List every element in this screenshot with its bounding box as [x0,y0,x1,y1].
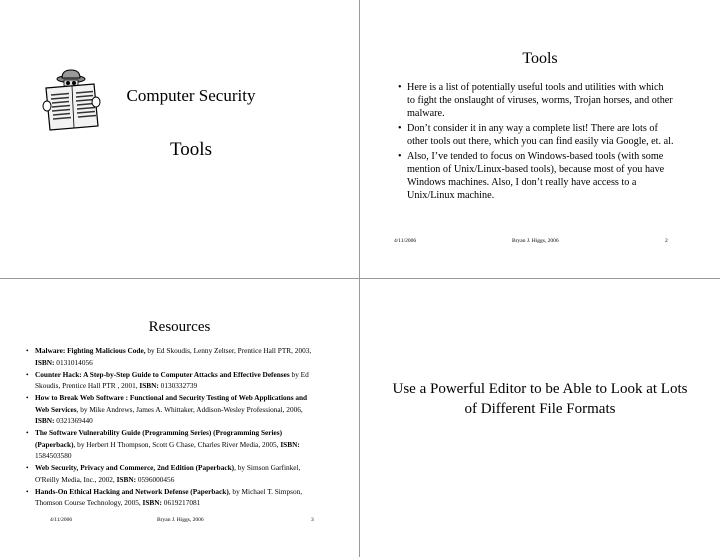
book-title: Hands-On Ethical Hacking and Network Defense (Paperback) [35,486,229,496]
slide-title: Resources [148,319,211,335]
list-item: • Also, I’ve tended to focus on Windows-based tools (with some mention of Unix/Linux-based tools), because most of you have Windows machines. Also, I don’t really have access to a Unix/Linux machine. [398,150,674,202]
slide-title: Use a Powerful Editor to be Able to Look at Lots of Different File Formats [392,381,688,417]
list-item: • Here is a list of potentially useful tools and utilities with which to fight the onslaught of viruses, worms, Trojan horses, and other malware. [398,81,674,120]
list-item [26,345,322,368]
slide-3 [0,279,359,557]
footer-page-number: 3 [311,517,314,523]
book-details: , by Mike Andrews, James A. Whittaker, Addison-Wesley Professional, 2006, [76,404,303,414]
list-item [26,427,322,462]
list-item [26,486,322,509]
isbn-label: ISBN: [280,439,300,449]
isbn-value: 0131014056 [54,357,93,367]
isbn-value: 0321369440 [54,416,93,425]
book-title: Counter Hack: A Step-by-Step Guide to Computer Attacks and Effective Defenses [35,369,290,379]
footer-page-number: 2 [665,238,668,244]
book-title: The Software Vulnerability Guide (Programming Series) (Programming Series) (Paperback) [35,428,283,449]
book-title: Malware: Fighting Malicious Code, [35,346,146,355]
slide-subtitle: Tools [170,139,212,160]
book-title: Web Security, Privacy and Commerce, 2nd Edition (Paperback) [35,463,235,472]
spy-reading-newspaper-icon [40,68,102,132]
book-details: by Ed Skoudis, Prentice Hall PTR , 2001, [35,369,309,390]
list-item [26,369,322,392]
slide-1 [0,0,359,278]
footer-date: 4/11/2006 [50,517,73,523]
isbn-label: ISBN: [139,381,159,390]
isbn-value: 0596000456 [136,474,175,484]
book-details: , by Michael T. Simpson, Thomson Course Technology, 2005, [35,486,303,507]
bullet-list [398,81,674,204]
footer-author: Bryan J. Higgs, 2006 [512,238,559,244]
footer-author: Bryan J. Higgs, 2006 [157,517,204,523]
footer-date: 4/11/2006 [394,238,417,244]
resource-list [26,345,322,509]
slide-2 [360,0,720,278]
book-details: , by Simson Garfinkel, O'Reilly Media, Inc., 2002, [35,463,301,484]
list-item [26,462,322,485]
isbn-value: 0619217081 [161,498,201,507]
book-details: , by Herbert H Thompson, Scott G Chase, Charles River Media, 2005, [73,439,281,449]
book-details: by Ed Skoudis, Lenny Zeltser, Prentice Hall PTR, 2003, [145,346,312,355]
isbn-label: ISBN: [142,498,162,507]
slide-4 [360,279,720,557]
book-title: How to Break Web Software : Functional and Security Testing of Web Applications and Web Services [35,393,308,414]
list-item: • Don’t consider it in any way a complete list! There are lots of other tools out there, which you can find easily via Google, et. al. [398,122,674,148]
isbn-label: ISBN: [35,357,55,367]
isbn-label: ISBN: [116,474,137,484]
isbn-label: ISBN: [35,416,55,425]
isbn-value: 1584503580 [35,451,72,460]
slide-title: Computer Security [126,86,256,105]
list-item [26,392,322,427]
isbn-value: 0130332739 [158,381,198,390]
slide-title: Tools [522,50,558,67]
